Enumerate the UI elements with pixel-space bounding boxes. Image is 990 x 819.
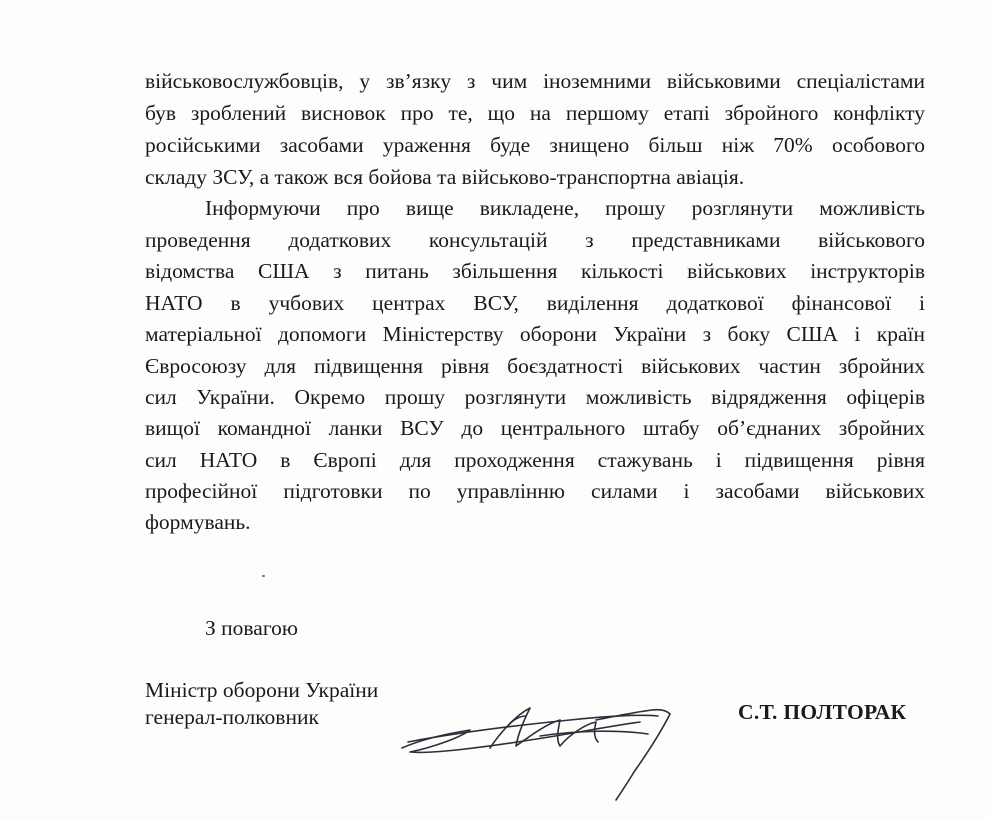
paragraph-2-line-10: професійної підготовки по управлінню силами і засобами військових bbox=[145, 479, 925, 503]
paragraph-2-line-6: Євросоюзу для підвищення рівня боєздатності військових частин збройних bbox=[145, 354, 925, 378]
signer-name: С.Т. ПОЛТОРАК bbox=[738, 700, 907, 724]
signer-title-line-2: генерал-полковник bbox=[145, 705, 319, 729]
paragraph-1-line-1: військовослужбовців, у зв’язку з чим іноземними військовими спеціалістами bbox=[145, 69, 925, 93]
paragraph-2-line-11: формувань. bbox=[145, 510, 251, 534]
paragraph-2-line-5: матеріальної допомоги Міністерству оборони України з боку США і країн bbox=[145, 322, 925, 346]
scan-speck bbox=[262, 575, 265, 577]
paragraph-1-line-4: складу ЗСУ, а також вся бойова та військово-транспортна авіація. bbox=[145, 165, 745, 189]
paragraph-2-line-3: відомства США з питань збільшення кількості військових інструкторів bbox=[145, 259, 925, 283]
handwritten-signature bbox=[390, 690, 750, 810]
closing-salutation: З повагою bbox=[205, 616, 298, 640]
paragraph-2-line-8: вищої командної ланки ВСУ до центрального штабу об’єднаних збройних bbox=[145, 416, 925, 440]
paragraph-2-line-1: Інформуючи про вище викладене, прошу розглянути можливість bbox=[205, 196, 925, 220]
paragraph-2-line-7: сил України. Окремо прошу розглянути можливість відрядження офіцерів bbox=[145, 385, 925, 409]
paragraph-1-line-3: російськими засобами ураження буде знищено більш ніж 70% особового bbox=[145, 133, 925, 157]
paragraph-1-line-2: був зроблений висновок про те, що на першому етапі збройного конфлікту bbox=[145, 101, 925, 125]
signer-title-line-1: Міністр оборони України bbox=[145, 678, 379, 702]
paragraph-2-line-2: проведення додаткових консультацій з представниками військового bbox=[145, 228, 925, 252]
paragraph-2-line-9: сил НАТО в Європі для проходження стажувань і підвищення рівня bbox=[145, 448, 925, 472]
paragraph-2-line-4: НАТО в учбових центрах ВСУ, виділення додаткової фінансової і bbox=[145, 291, 925, 315]
